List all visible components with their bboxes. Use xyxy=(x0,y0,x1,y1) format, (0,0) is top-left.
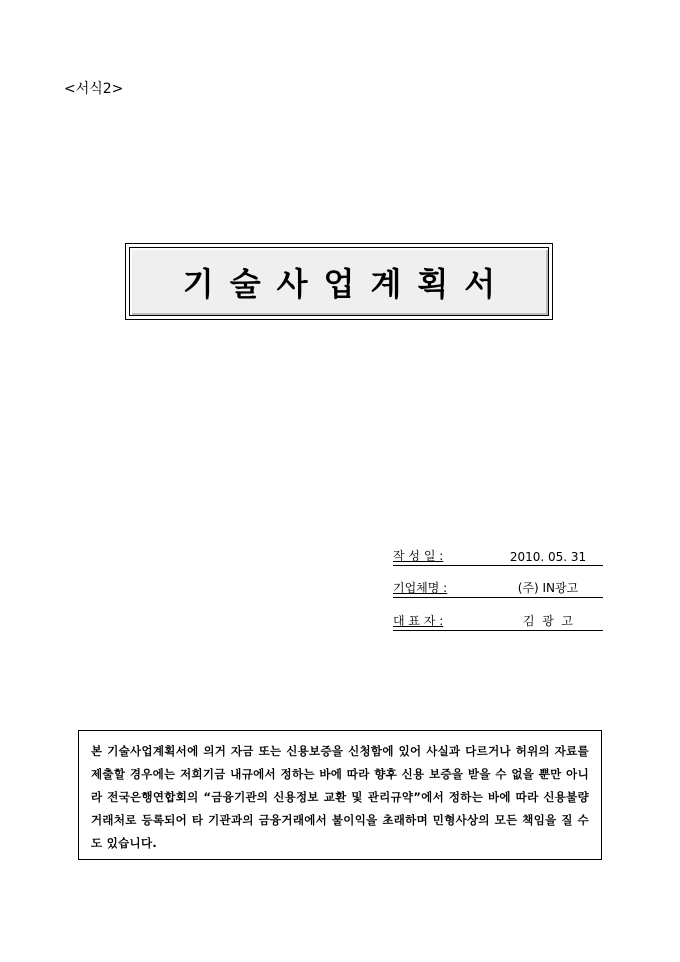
info-row-date xyxy=(393,548,603,566)
title-box xyxy=(125,243,553,320)
company-value: (주) IN광고 xyxy=(517,581,579,595)
date-label: 작 성 일 : xyxy=(393,549,444,563)
form-number: <서식2> xyxy=(64,81,124,97)
info-row-ceo xyxy=(393,613,603,631)
ceo-label: 대 표 자 : xyxy=(393,614,444,628)
company-label: 기업체명 : xyxy=(393,581,448,595)
document-title: 기술사업계획서 xyxy=(182,264,512,303)
notice-box xyxy=(78,730,602,860)
ceo-value: 김 광 고 xyxy=(522,614,574,628)
info-row-company xyxy=(393,580,603,598)
date-value: 2010. 05. 31 xyxy=(509,550,587,564)
title-box-inner xyxy=(129,247,549,316)
notice-text: 본 기술사업계획서에 의거 자금 또는 신용보증을 신청함에 있어 사실과 다르거나 허위의 자료를 제출할 경우에는 저희기금 내규에서 정하는 바에 따라 향후 신용 보증을 받을 수 없을 뿐만 아니라 전국은행연합회의 “금융기관의 신용정보 교환 및 관리규약”에서 정하는 바에 따라 신용불량거래처로 등록되어 타 기관과의 금융거래에서 불이익을 초래하며 민형사상의 모든 책임을 질 수도 있습니다. xyxy=(91,744,589,850)
